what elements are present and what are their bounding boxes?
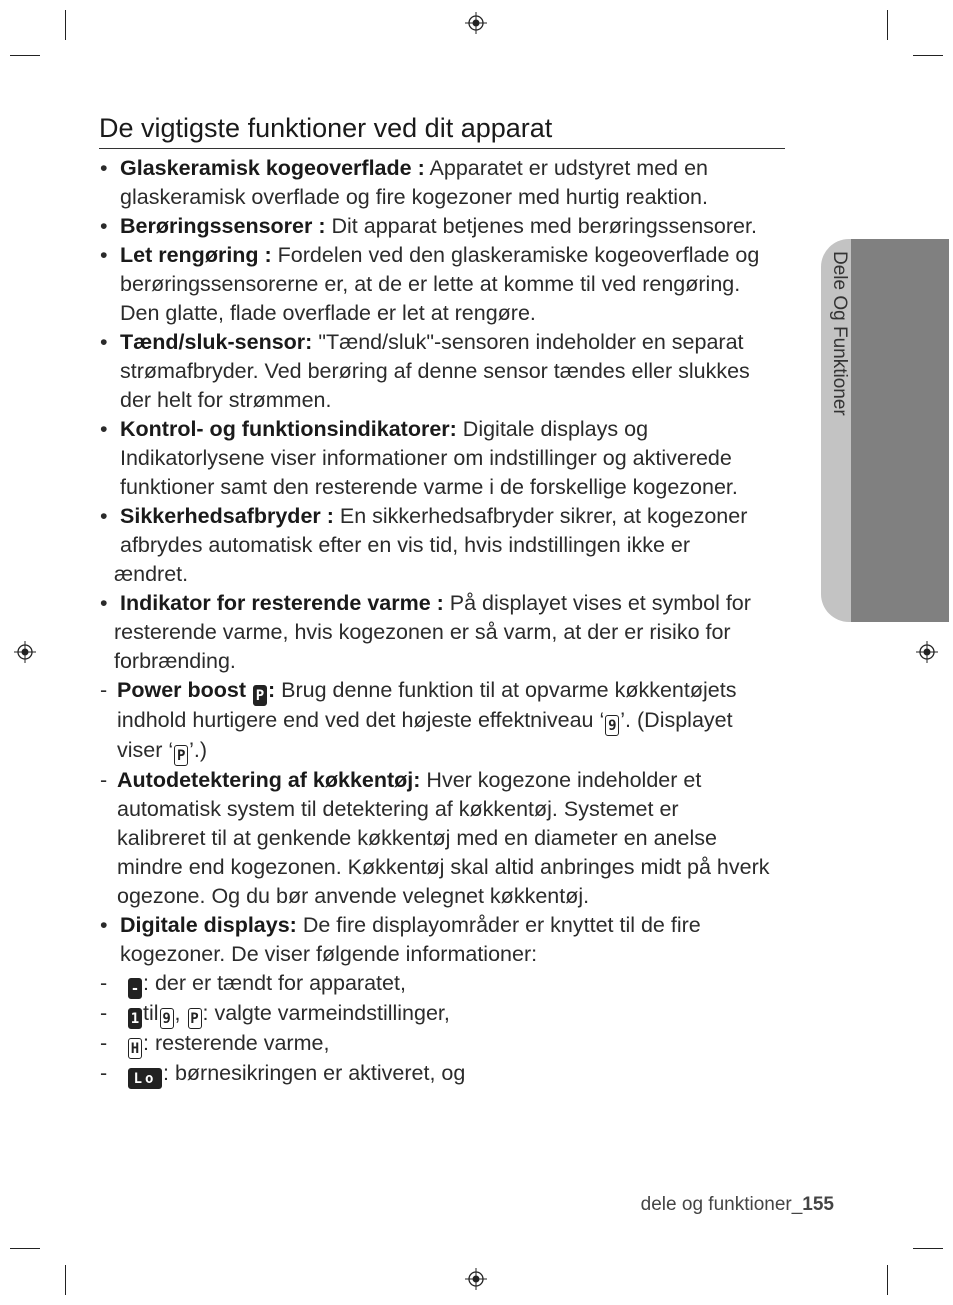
item-text: "Tænd/sluk"-sensoren indeholder en separat	[312, 330, 744, 354]
item-text: kalibreret til at genkende køkkentøj med en diameter en anelse	[117, 826, 717, 850]
item-text: : resterende varme,	[143, 1031, 330, 1055]
crop-mark	[10, 55, 40, 56]
dash-marker: -	[100, 1001, 108, 1025]
item-text: kogezoner. De viser følgende informationer:	[120, 942, 538, 966]
item-text: glaskeramisk overflade og fire kogezoner med hurtig reaktion.	[120, 185, 708, 209]
crop-mark	[887, 1265, 888, 1295]
crop-mark	[10, 1248, 40, 1249]
item-colon: :	[268, 678, 276, 702]
item-text: mindre end kogezonen. Køkkentøj skal altid anbringes midt på hverk	[117, 855, 770, 879]
item-text: ogezone. Og du bør anvende velegnet køkkentøj.	[117, 884, 590, 908]
registration-mark-icon	[465, 12, 487, 34]
list-item	[99, 589, 829, 676]
footer-text: dele og funktioner_	[640, 1194, 803, 1215]
item-text: der helt for strømmen.	[120, 388, 332, 412]
display-p-icon: P	[188, 1008, 202, 1029]
item-label: Digitale displays:	[120, 913, 297, 937]
item-text: : valgte varmeindstillinger,	[202, 1001, 450, 1025]
display-item	[99, 1059, 829, 1089]
display-item	[99, 1029, 829, 1059]
list-item	[99, 502, 829, 589]
item-text: Dit apparat betjenes med berøringssensorer.	[325, 214, 757, 238]
item-text: til	[143, 1001, 159, 1025]
item-text: Digitale displays og	[456, 417, 649, 441]
side-tab-label: Dele Og Funktioner	[829, 251, 850, 416]
page-footer	[600, 1194, 834, 1216]
display-h-icon: H	[128, 1038, 142, 1059]
registration-mark-icon	[465, 1268, 487, 1290]
item-text: afbrydes automatisk efter en vis tid, hvis indstillingen ikke er	[120, 533, 691, 557]
item-text: ’.)	[189, 738, 208, 762]
item-text: Hver kogezone indeholder et	[420, 768, 702, 792]
item-label: Glaskeramisk kogeoverflade :	[120, 156, 425, 180]
dash-marker: -	[100, 971, 108, 995]
side-tab-bar	[851, 239, 949, 622]
item-label: Kontrol- og funktionsindikatorer:	[120, 417, 457, 441]
power-boost-item	[99, 676, 829, 766]
item-text: funktioner samt den resterende varme i de forskellige kogezoner.	[120, 475, 738, 499]
item-text: strømafbryder. Ved berøring af denne sensor tændes eller slukkes	[120, 359, 750, 383]
crop-mark	[913, 1248, 943, 1249]
registration-mark-icon	[916, 641, 938, 663]
item-text: Brug denne funktion til at opvarme køkkentøjets	[275, 678, 737, 702]
item-label: Tænd/sluk-sensor:	[120, 330, 313, 354]
crop-mark	[887, 10, 888, 40]
features-list	[99, 154, 829, 1089]
item-label: Indikator for resterende varme :	[120, 591, 444, 615]
list-item	[99, 328, 829, 415]
item-text: ’. (Displayet	[620, 708, 733, 732]
item-text: forbrænding.	[114, 649, 236, 673]
dash-marker: -	[100, 1031, 108, 1055]
item-label: Let rengøring :	[120, 243, 272, 267]
dash-marker: -	[100, 768, 108, 792]
display-item	[99, 999, 829, 1029]
registration-mark-icon	[14, 641, 36, 663]
display-dash-icon: -	[128, 978, 142, 999]
page-title: De vigtigste funktioner ved dit apparat	[99, 108, 785, 149]
item-text: : børnesikringen er aktiveret, og	[163, 1061, 466, 1085]
item-label: Sikkerhedsafbryder :	[120, 504, 334, 528]
crop-mark	[65, 1265, 66, 1295]
item-text: På displayet vises et symbol for	[443, 591, 751, 615]
item-label: Autodetektering af køkkentøj:	[117, 768, 421, 792]
item-text: viser ‘	[117, 738, 174, 762]
item-text: Apparatet er udstyret med en	[424, 156, 708, 180]
page-number: 155	[802, 1194, 834, 1215]
item-text: : der er tændt for apparatet,	[143, 971, 406, 995]
item-text: ændret.	[114, 562, 189, 586]
list-item	[99, 415, 829, 502]
display-9-icon: 9	[160, 1008, 174, 1029]
crop-mark	[913, 55, 943, 56]
display-1-icon: 1	[128, 1008, 142, 1029]
item-text: En sikkerhedsafbryder sikrer, at kogezoner	[333, 504, 748, 528]
list-item	[99, 154, 829, 212]
item-text: Den glatte, flade overflade er let at rengøre.	[120, 301, 536, 325]
item-text: berøringssensorerne er, at de er lette at komme til ved rengøring.	[120, 272, 741, 296]
list-item	[99, 911, 829, 969]
power-boost-icon: P	[253, 685, 267, 706]
item-text: indhold hurtigere end ved det højeste effektniveau ‘	[117, 708, 605, 732]
display-p-icon: P	[174, 745, 188, 766]
autodetect-item	[99, 766, 829, 911]
display-lo-icon: Lo	[128, 1068, 162, 1089]
display-item	[99, 969, 829, 999]
item-label: Power boost	[117, 678, 247, 702]
item-label: Berøringssensorer :	[120, 214, 326, 238]
crop-mark	[65, 10, 66, 40]
item-text: Indikatorlysene viser informationer om indstillinger og aktiverede	[120, 446, 732, 470]
item-text: Fordelen ved den glaskeramiske kogeoverflade og	[271, 243, 760, 267]
item-text: De fire displayområder er knyttet til de fire	[296, 913, 701, 937]
dash-marker: -	[100, 678, 108, 702]
item-text: resterende varme, hvis kogezonen er så varm, at der er risiko for	[114, 620, 731, 644]
dash-marker: -	[100, 1061, 108, 1085]
section-side-tab	[821, 239, 949, 622]
display-9-icon: 9	[605, 715, 619, 736]
item-text: ,	[174, 1001, 181, 1025]
list-item	[99, 212, 829, 241]
list-item	[99, 241, 829, 328]
item-text: automatisk system til detektering af køkkentøj. Systemet er	[117, 797, 679, 821]
